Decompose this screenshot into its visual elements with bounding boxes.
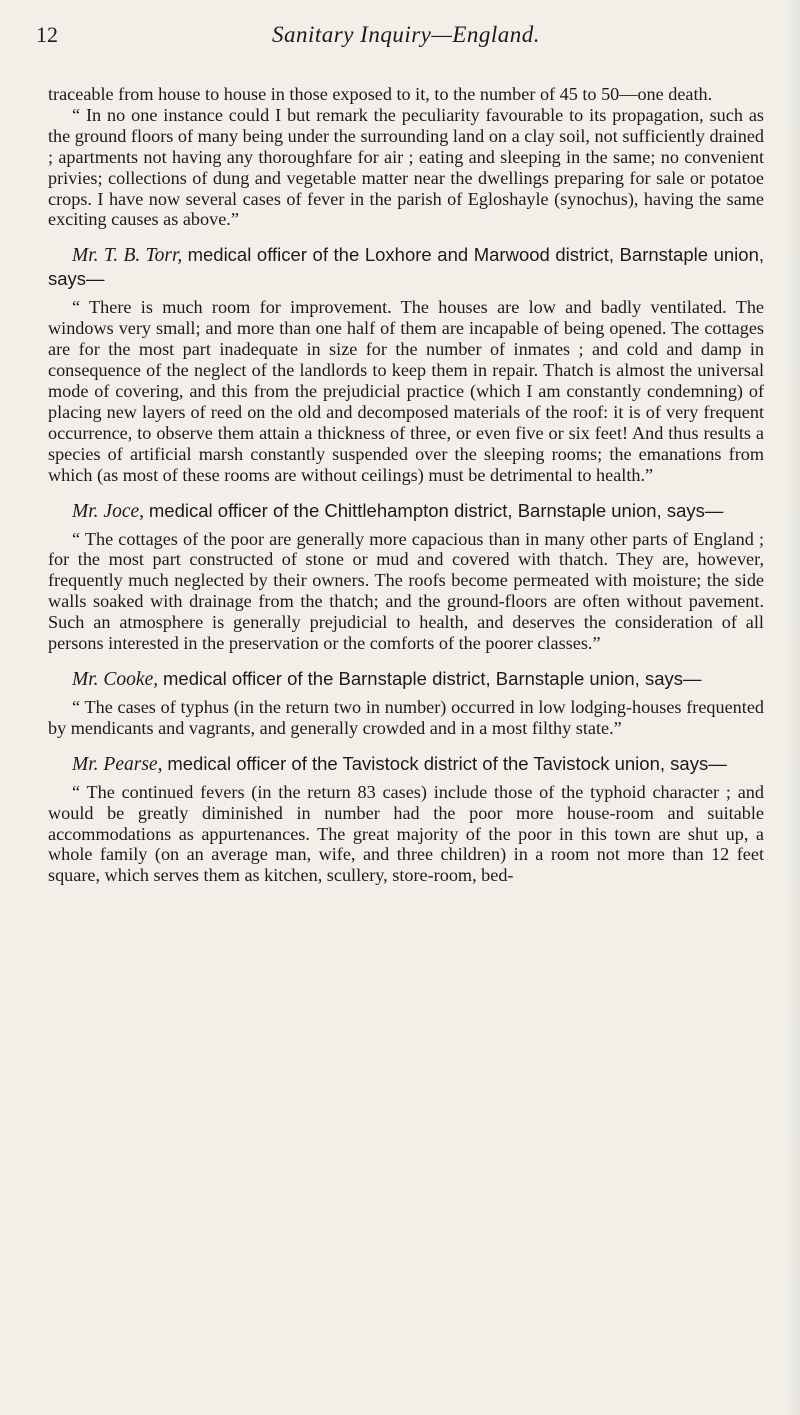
body-paragraph: “ There is much room for improvement. The houses are low and badly ventilated. The windows very small; and more than one half of them are incapable of being opened. The cottages are for the most part inadequate in size for the number of inmates ; and cold and damp in consequence of the neglect of the landlords to keep them in repair. Thatch is almost the universal mode of covering, and this from the prejudicial practice (which I am constantly condemning) of placing new layers of reed on the old and decomposed materials of the roof: it is of very frequent occurrence, to observe them attain a thickness of three, or even five or six feet! And thus results a species of artificial marsh constantly suspended over the sleeping rooms; the emanations from which (as most of these rooms are without ceilings) must be detrimental to health.”: [48, 297, 764, 485]
body-paragraph: traceable from house to house in those exposed to it, to the number of 45 to 50—one death.: [48, 84, 713, 104]
running-head: [36, 22, 764, 52]
body-paragraph: “ The cases of typhus (in the return two in number) occurred in low lodging-houses frequented by mendicants and vagrants, and generally crowded and in a most filthy state.”: [48, 696, 764, 738]
page-number: 12: [36, 22, 58, 47]
report-intro-cooke: [48, 667, 764, 691]
speaker-name: Mr. Cooke,: [72, 668, 159, 690]
running-title: Sanitary Inquiry—England.: [271, 22, 541, 47]
speaker-name: Mr. T. B. Torr,: [72, 245, 183, 267]
body-paragraph: “ The continued fevers (in the return 83 cases) include those of the typhoid character ; and would be greatly diminished in number had the poor more house-room and suitable accommodations as appurtenances. The great majority of the poor in this town are shut up, a whole family (on an average man, wife, and three children) in a room not more than 12 feet square, which serves them as kitchen, scullery, store-room, bed-: [48, 781, 764, 886]
body-paragraph: “ In no one instance could I but remark the peculiarity favourable to its propagation, such as the ground floors of many being under the surrounding land on a clay soil, not sufficiently drained ; apartments not having any thoroughfare for air ; eating and sleeping in the same; no convenient privies; collections of dung and vegetable matter near the dwellings preparing for sale or potatoe crops. I have now several cases of fever in the parish of Egloshayle (synochus), having the same exciting causes as above.”: [48, 104, 764, 230]
officer-description: medical officer of the Loxhore and Marwood district, Barnstaple union, says—: [48, 244, 764, 290]
report-intro-pearse: [48, 752, 764, 776]
speaker-name: Mr. Joce,: [72, 500, 145, 522]
body-paragraph: “ The cottages of the poor are generally more capacious than in many other parts of England ; for the most part constructed of stone or mud and covered with thatch. They are, however, frequently much neglected by their owners. The roofs become permeated with moisture; the side walls soaked with drainage from the thatch; and the ground-floors are often without pavement. Such an atmosphere is generally prejudicial to health, and deserves the consideration of all persons interested in the preservation or the comforts of the poorer classes.”: [48, 528, 764, 654]
page-edge-shadow: [786, 0, 800, 1415]
officer-description: medical officer of the Tavistock district of the Tavistock union, says—: [167, 752, 727, 774]
report-intro-torr: [48, 243, 764, 291]
document-page: [36, 22, 764, 886]
officer-description: medical officer of the Chittlehampton district, Barnstaple union, says—: [148, 499, 724, 521]
officer-description: medical officer of the Barnstaple district, Barnstaple union, says—: [163, 667, 702, 689]
speaker-name: Mr. Pearse,: [72, 753, 163, 775]
report-intro-joce: [48, 499, 764, 523]
